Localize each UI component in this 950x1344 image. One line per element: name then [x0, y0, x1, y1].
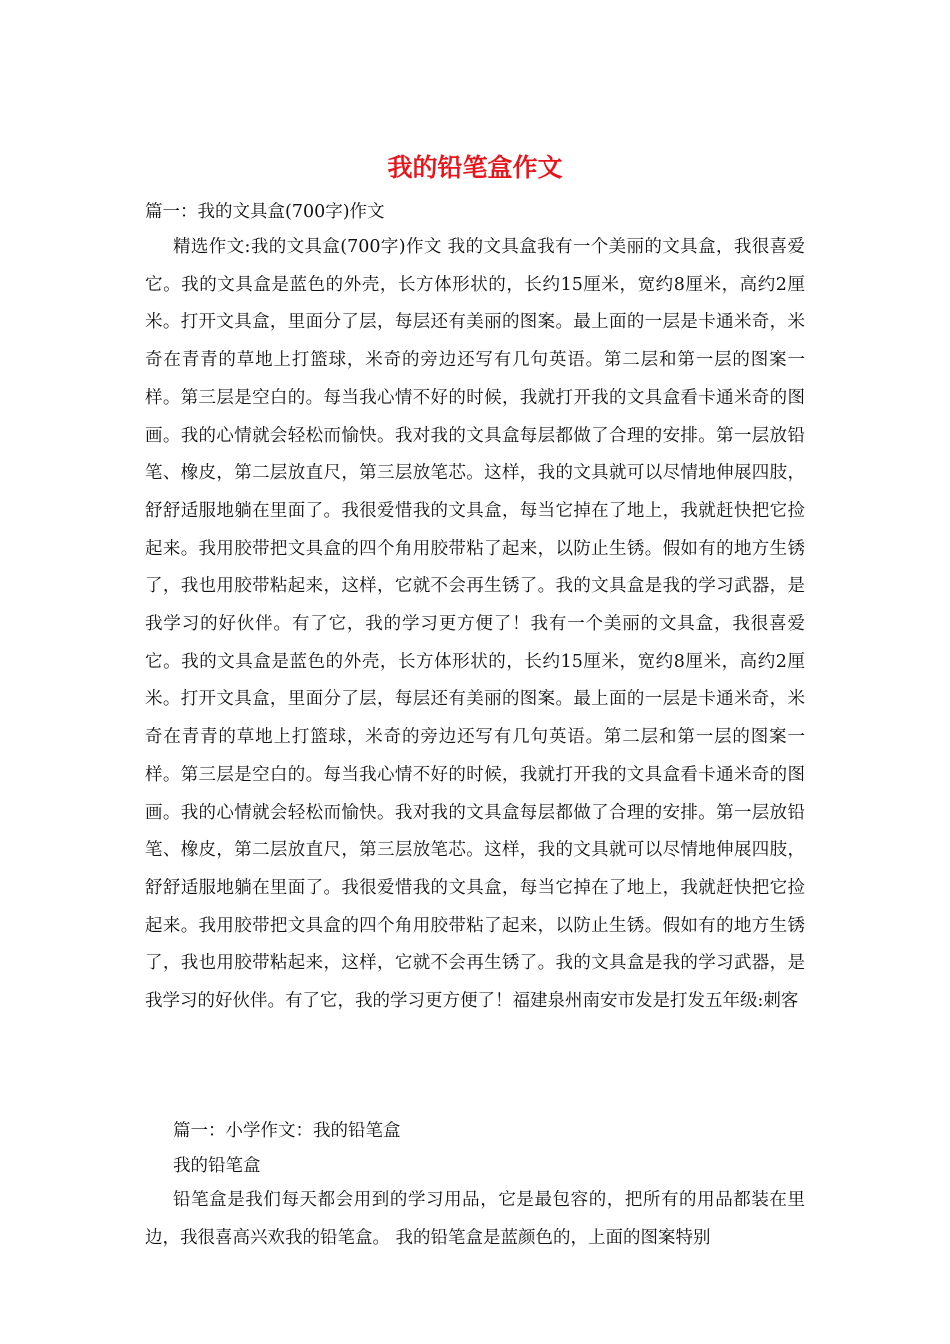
section-2-subtitle: 我的铅笔盒 [173, 1156, 261, 1176]
section-1-heading: 篇一：我的文具盒(700字)作文 [145, 202, 385, 222]
section-1-body: 精选作文:我的文具盒(700字)作文 我的文具盒我有一个美丽的文具盒，我很喜爱它。我的文具盒是蓝色的外壳，长方体形状的，长约15厘米，宽约8厘米，高约2厘米。打开文具盒，里面分了层，每层还有美丽的图案。最上面的一层是卡通米奇，米奇在青青的草地上打篮球，米奇的旁边还写有几句英语。第二层和第一层的图案一样。第三层是空白的。每当我心情不好的时候，我就打开我的文具盒看卡通米奇的图画。我的心情就会轻松而愉快。我对我的文具盒每层都做了合理的安排。第一层放铅笔、橡皮，第二层放直尺，第三层放笔芯。这样，我的文具就可以尽情地伸展四肢，舒舒适服地躺在里面了。我很爱惜我的文具盒，每当它掉在了地上，我就赶快把它捡起来。我用胶带把文具盒的四个角用胶带粘了起来，以防止生锈。假如有的地方生锈了，我也用胶带粘起来，这样，它就不会再生锈了。我的文具盒是我的学习武器，是我学习的好伙伴。有了它，我的学习更方便了！我有一个美丽的文具盒，我很喜爱它。我的文具盒是蓝色的外壳，长方体形状的，长约15厘米，宽约8厘米，高约2厘米。打开文具盒，里面分了层，每层还有美丽的图案。最上面的一层是卡通米奇，米奇在青青的草地上打篮球，米奇的旁边还写有几句英语。第二层和第一层的图案一样。第三层是空白的。每当我心情不好的时候，我就打开我的文具盒看卡通米奇的图画。我的心情就会轻松而愉快。我对我的文具盒每层都做了合理的安排。第一层放铅笔、橡皮，第二层放直尺，第三层放笔芯。这样，我的文具就可以尽情地伸展四肢，舒舒适服地躺在里面了。我很爱惜我的文具盒，每当它掉在了地上，我就赶快把它捡起来。我用胶带把文具盒的四个角用胶带粘了起来，以防止生锈。假如有的地方生锈了，我也用胶带粘起来，这样，它就不会再生锈了。我的文具盒是我的学习武器，是我学习的好伙伴。有了它，我的学习更方便了！福建泉州南安市发是打发五年级:刺客 [145, 237, 805, 1012]
section-2-body: 铅笔盒是我们每天都会用到的学习用品，它是最包容的，把所有的用品都装在里边，我很喜高兴欢我的铅笔盒。 我的铅笔盒是蓝颜色的，上面的图案特别 [145, 1190, 805, 1248]
document-title: 我的铅笔盒作文 [387, 153, 563, 182]
section-2-heading: 篇一：小学作文：我的铅笔盒 [173, 1121, 401, 1141]
